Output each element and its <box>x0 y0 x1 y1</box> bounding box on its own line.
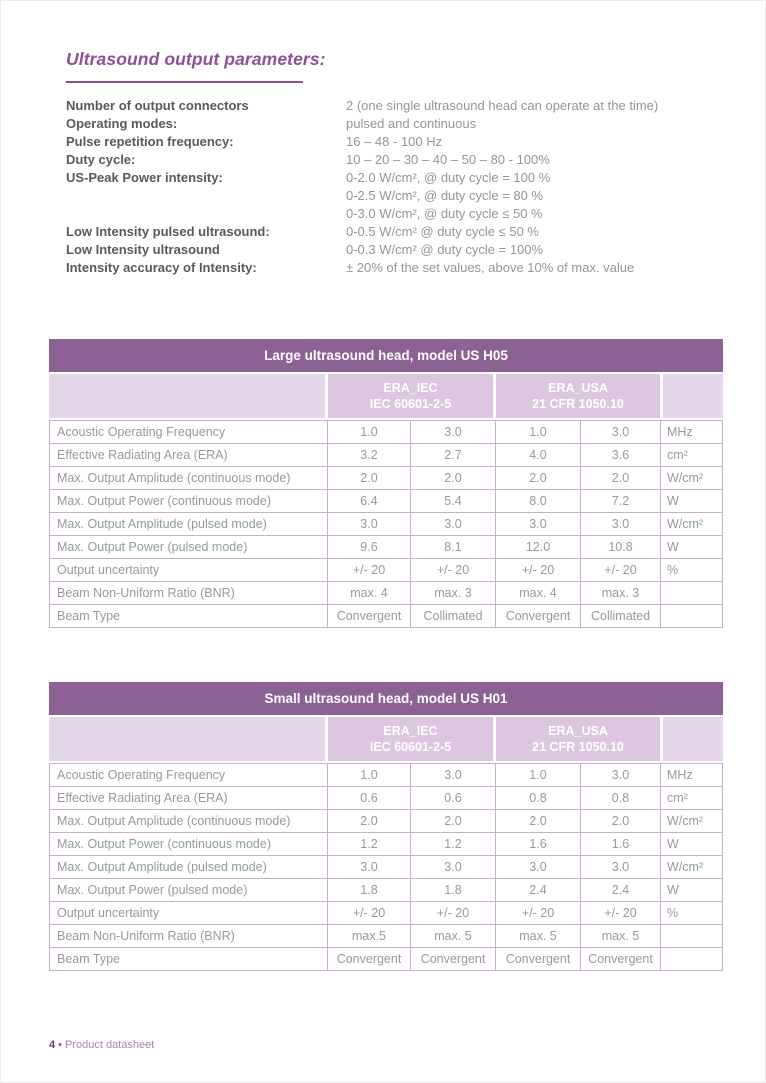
cell-value: Convergent <box>411 948 496 971</box>
cell-value: 3.0 <box>411 856 496 879</box>
cell-value: 3.0 <box>411 764 496 787</box>
row-label: Max. Output Power (pulsed mode) <box>50 536 328 559</box>
parameter-value: ± 20% of the set values, above 10% of max. value <box>346 260 635 275</box>
row-label: Max. Output Amplitude (continuous mode) <box>50 467 328 490</box>
cell-value: 2.0 <box>581 810 661 833</box>
row-label: Effective Radiating Area (ERA) <box>50 444 328 467</box>
cell-value: +/- 20 <box>411 559 496 582</box>
cell-value: 3.0 <box>581 513 661 536</box>
group-name: ERA_IEC <box>383 381 438 395</box>
parameter-row <box>66 151 706 169</box>
subheader-corner-cell <box>49 374 328 418</box>
cell-unit: W <box>661 490 723 513</box>
cell-value: Convergent <box>328 948 411 971</box>
cell-value: 2.7 <box>411 444 496 467</box>
subheader-group-cell <box>328 374 496 418</box>
cell-value: 12.0 <box>496 536 581 559</box>
table-subheader-row <box>49 374 723 418</box>
table-row <box>50 902 723 925</box>
table-body <box>49 420 723 628</box>
table-large-head <box>49 339 723 628</box>
cell-value: 1.2 <box>411 833 496 856</box>
row-label: Acoustic Operating Frequency <box>50 764 328 787</box>
table-row <box>50 513 723 536</box>
parameter-row <box>66 187 706 205</box>
cell-value: max. 4 <box>496 582 581 605</box>
group-standard: IEC 60601-2-5 <box>369 397 452 411</box>
parameter-row <box>66 97 706 115</box>
cell-unit: % <box>661 559 723 582</box>
cell-value: max. 4 <box>328 582 411 605</box>
cell-value: max.5 <box>328 925 411 948</box>
cell-unit: MHz <box>661 764 723 787</box>
parameter-row <box>66 241 706 259</box>
cell-value: 4.0 <box>496 444 581 467</box>
table-row <box>50 856 723 879</box>
parameter-label: Number of output connectors <box>66 98 249 113</box>
cell-value: Collimated <box>411 605 496 628</box>
parameter-row <box>66 133 706 151</box>
cell-value: 3.0 <box>411 513 496 536</box>
cell-value: 2.0 <box>328 810 411 833</box>
cell-unit <box>661 948 723 971</box>
parameter-row <box>66 205 706 223</box>
cell-value: 2.4 <box>496 879 581 902</box>
group-name: ERA_USA <box>548 724 608 738</box>
row-label: Beam Type <box>50 605 328 628</box>
cell-unit: W/cm² <box>661 513 723 536</box>
table-row <box>50 764 723 787</box>
table-row <box>50 559 723 582</box>
table-row <box>50 948 723 971</box>
cell-value: 2.0 <box>328 467 411 490</box>
cell-value: 2.0 <box>411 810 496 833</box>
parameter-label: US-Peak Power intensity: <box>66 170 223 185</box>
cell-unit: cm² <box>661 444 723 467</box>
parameter-row <box>66 259 706 277</box>
parameter-row <box>66 169 706 187</box>
cell-value: 1.0 <box>328 764 411 787</box>
parameter-label: Low Intensity pulsed ultrasound: <box>66 224 270 239</box>
footer-label: Product datasheet <box>64 1039 155 1051</box>
cell-value: 5.4 <box>411 490 496 513</box>
cell-value: +/- 20 <box>581 902 661 925</box>
cell-value: 3.2 <box>328 444 411 467</box>
cell-value: +/- 20 <box>496 902 581 925</box>
cell-value: 0.8 <box>496 787 581 810</box>
table-row <box>50 536 723 559</box>
row-label: Output uncertainty <box>50 902 328 925</box>
parameter-label: Low Intensity ultrasound <box>66 242 220 257</box>
table-row <box>50 421 723 444</box>
group-name: ERA_USA <box>548 381 608 395</box>
cell-value: +/- 20 <box>328 559 411 582</box>
table-row <box>50 879 723 902</box>
table-row <box>50 605 723 628</box>
parameter-label: Pulse repetition frequency: <box>66 134 234 149</box>
cell-value: 8.0 <box>496 490 581 513</box>
cell-value: max. 3 <box>581 582 661 605</box>
cell-value: max. 5 <box>581 925 661 948</box>
cell-value: 2.0 <box>496 467 581 490</box>
cell-value: Convergent <box>496 948 581 971</box>
parameter-value: 0-3.0 W/cm², @ duty cycle ≤ 50 % <box>346 206 543 221</box>
group-standard: 21 CFR 1050.10 <box>532 397 624 411</box>
cell-value: 1.8 <box>411 879 496 902</box>
subheader-unit-cell <box>663 374 723 418</box>
cell-value: +/- 20 <box>328 902 411 925</box>
cell-value: Convergent <box>328 605 411 628</box>
group-name: ERA_IEC <box>383 724 438 738</box>
cell-value: 3.6 <box>581 444 661 467</box>
row-label: Max. Output Power (continuous mode) <box>50 490 328 513</box>
parameter-value: 0-0.3 W/cm² @ duty cycle = 100% <box>346 242 544 257</box>
cell-value: 8.1 <box>411 536 496 559</box>
cell-value: 1.6 <box>581 833 661 856</box>
cell-value: 3.0 <box>581 421 661 444</box>
cell-value: Convergent <box>581 948 661 971</box>
table-body <box>49 763 723 971</box>
row-label: Beam Non-Uniform Ratio (BNR) <box>50 582 328 605</box>
subheader-group-cell <box>496 374 663 418</box>
table-title: Small ultrasound head, model US H01 <box>49 682 723 715</box>
parameter-label <box>66 187 346 205</box>
group-standard: IEC 60601-2-5 <box>369 740 452 754</box>
group-standard: 21 CFR 1050.10 <box>532 740 624 754</box>
parameter-row <box>66 115 706 133</box>
parameter-label: Intensity accuracy of Intensity: <box>66 260 257 275</box>
cell-value: 0.6 <box>411 787 496 810</box>
parameter-label: Operating modes: <box>66 116 178 131</box>
row-label: Acoustic Operating Frequency <box>50 421 328 444</box>
parameter-value: 0-2.5 W/cm², @ duty cycle = 80 % <box>346 188 544 203</box>
cell-unit: cm² <box>661 787 723 810</box>
row-label: Max. Output Amplitude (pulsed mode) <box>50 856 328 879</box>
cell-value: max. 5 <box>496 925 581 948</box>
cell-value: 1.0 <box>328 421 411 444</box>
cell-value: 6.4 <box>328 490 411 513</box>
cell-value: 0.8 <box>581 787 661 810</box>
cell-value: 1.8 <box>328 879 411 902</box>
cell-value: 9.6 <box>328 536 411 559</box>
table-subheader-row <box>49 717 723 761</box>
subheader-group-cell <box>496 717 663 761</box>
table-row <box>50 490 723 513</box>
cell-value: 2.0 <box>581 467 661 490</box>
cell-value: 3.0 <box>328 513 411 536</box>
parameter-value: 0-0.5 W/cm² @ duty cycle ≤ 50 % <box>346 224 539 239</box>
footer-page-number: 4 <box>49 1039 56 1051</box>
cell-unit: W/cm² <box>661 467 723 490</box>
cell-value: 2.0 <box>496 810 581 833</box>
cell-value: 1.6 <box>496 833 581 856</box>
cell-unit: W <box>661 879 723 902</box>
cell-value: max. 3 <box>411 582 496 605</box>
cell-value: max. 5 <box>411 925 496 948</box>
table-small-head <box>49 682 723 971</box>
cell-value: 3.0 <box>581 764 661 787</box>
cell-unit: W/cm² <box>661 810 723 833</box>
row-label: Max. Output Amplitude (continuous mode) <box>50 810 328 833</box>
table-row <box>50 444 723 467</box>
cell-unit <box>661 925 723 948</box>
cell-value: 3.0 <box>411 421 496 444</box>
cell-value: 3.0 <box>496 513 581 536</box>
parameter-value: 10 – 20 – 30 – 40 – 50 – 80 - 100% <box>346 152 550 167</box>
table-row <box>50 810 723 833</box>
cell-unit <box>661 605 723 628</box>
subheader-unit-cell <box>663 717 723 761</box>
page-footer <box>49 1039 154 1051</box>
cell-value: 0.6 <box>328 787 411 810</box>
cell-value: +/- 20 <box>411 902 496 925</box>
subheader-corner-cell <box>49 717 328 761</box>
row-label: Effective Radiating Area (ERA) <box>50 787 328 810</box>
row-label: Max. Output Amplitude (pulsed mode) <box>50 513 328 536</box>
parameter-value: 2 (one single ultrasound head can operate at the time) <box>346 98 659 113</box>
table-row <box>50 833 723 856</box>
row-label: Max. Output Power (continuous mode) <box>50 833 328 856</box>
cell-value: 2.4 <box>581 879 661 902</box>
parameter-value: 0-2.0 W/cm², @ duty cycle = 100 % <box>346 170 551 185</box>
cell-unit: MHz <box>661 421 723 444</box>
cell-value: 10.8 <box>581 536 661 559</box>
row-label: Beam Type <box>50 948 328 971</box>
cell-value: 3.0 <box>581 856 661 879</box>
footer-bullet-icon: • <box>58 1039 62 1051</box>
parameter-label: Duty cycle: <box>66 152 136 167</box>
cell-unit: W <box>661 536 723 559</box>
table-row <box>50 467 723 490</box>
parameter-value: 16 – 48 - 100 Hz <box>346 134 443 149</box>
row-label: Max. Output Power (pulsed mode) <box>50 879 328 902</box>
subheader-group-cell <box>328 717 496 761</box>
cell-value: +/- 20 <box>581 559 661 582</box>
cell-value: Collimated <box>581 605 661 628</box>
row-label: Output uncertainty <box>50 559 328 582</box>
cell-unit: % <box>661 902 723 925</box>
table-row <box>50 582 723 605</box>
table-row <box>50 787 723 810</box>
page-title: Ultrasound output parameters: <box>66 49 326 69</box>
cell-value: +/- 20 <box>496 559 581 582</box>
cell-value: 1.0 <box>496 421 581 444</box>
cell-value: Convergent <box>496 605 581 628</box>
cell-unit: W <box>661 833 723 856</box>
table-row <box>50 925 723 948</box>
parameter-label <box>66 205 346 223</box>
table-title: Large ultrasound head, model US H05 <box>49 339 723 372</box>
cell-value: 1.0 <box>496 764 581 787</box>
cell-value: 2.0 <box>411 467 496 490</box>
cell-value: 1.2 <box>328 833 411 856</box>
cell-unit <box>661 582 723 605</box>
cell-value: 3.0 <box>496 856 581 879</box>
cell-value: 7.2 <box>581 490 661 513</box>
cell-unit: W/cm² <box>661 856 723 879</box>
title-underline <box>66 81 303 83</box>
parameters-list <box>66 97 706 277</box>
parameter-value: pulsed and continuous <box>346 116 477 131</box>
row-label: Beam Non-Uniform Ratio (BNR) <box>50 925 328 948</box>
cell-value: 3.0 <box>328 856 411 879</box>
parameter-row <box>66 223 706 241</box>
